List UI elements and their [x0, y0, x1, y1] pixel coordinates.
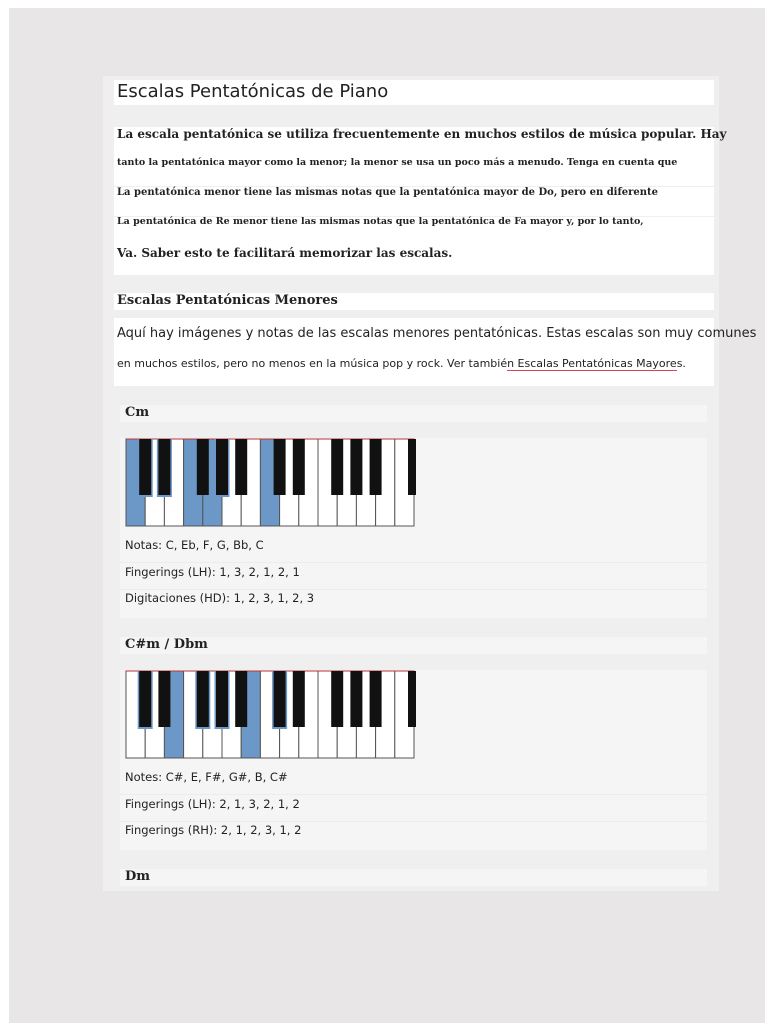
black-key	[370, 439, 382, 495]
black-key	[139, 671, 151, 727]
black-key	[408, 671, 416, 727]
black-key	[350, 671, 362, 727]
description-line: Aquí hay imágenes y notas de las escalas menores pentatónicas. Estas escalas son muy comunes	[117, 326, 757, 341]
scale-name: Dm	[125, 869, 151, 884]
black-key	[197, 671, 209, 727]
row-divider	[120, 794, 707, 795]
black-key	[139, 439, 151, 495]
scale-header	[120, 869, 707, 886]
scale-fingering-rh: Digitaciones (HD): 1, 2, 3, 1, 2, 3	[125, 591, 315, 605]
black-key	[293, 671, 305, 727]
scale-name: Cm	[125, 405, 150, 420]
piano-keyboard-diagram	[125, 438, 416, 527]
description-line	[117, 357, 686, 370]
scale-header	[120, 637, 707, 654]
black-key	[158, 439, 170, 495]
black-key	[350, 439, 362, 495]
major-scales-link[interactable]: n Escalas Pentatónicas Mayore	[507, 357, 677, 370]
black-key	[158, 671, 170, 727]
scale-header	[120, 405, 707, 422]
scale-fingering-lh: Fingerings (LH): 1, 3, 2, 1, 2, 1	[125, 565, 300, 579]
scale-card	[120, 438, 707, 618]
black-key	[216, 439, 228, 495]
intro-line: Va. Saber esto te facilitará memorizar las escalas.	[117, 246, 453, 260]
intro-line: tanto la pentatónica mayor como la menor; la menor se usa un poco más a menudo. Tenga en cuenta que	[117, 157, 678, 168]
black-key	[370, 671, 382, 727]
scale-notes: Notes: C#, E, F#, G#, B, C#	[125, 770, 288, 784]
black-key	[216, 671, 228, 727]
intro-line: La pentatónica de Re menor tiene las mismas notas que la pentatónica de Fa mayor y, por lo tanto,	[117, 216, 644, 227]
black-key	[331, 439, 343, 495]
black-key	[235, 671, 247, 727]
black-key	[197, 439, 209, 495]
black-key	[274, 671, 286, 727]
page-title: Escalas Pentatónicas de Piano	[117, 81, 389, 102]
black-key	[408, 439, 416, 495]
intro-line: La escala pentatónica se utiliza frecuentemente en muchos estilos de música popular. Hay	[117, 127, 727, 141]
row-divider	[120, 589, 707, 590]
intro-line: La pentatónica menor tiene las mismas notas que la pentatónica mayor de Do, pero en diferente	[117, 187, 659, 198]
scale-name: C#m / Dbm	[125, 637, 208, 652]
scale-notes: Notas: C, Eb, F, G, Bb, C	[125, 538, 264, 552]
description-text: en muchos estilos, pero no menos en la música pop y rock. Ver tambié	[117, 357, 508, 370]
description-text: s.	[676, 357, 686, 370]
row-divider	[120, 821, 707, 822]
black-key	[331, 671, 343, 727]
row-divider	[120, 562, 707, 563]
black-key	[274, 439, 286, 495]
black-key	[235, 439, 247, 495]
piano-keyboard-diagram	[125, 670, 416, 759]
section-title: Escalas Pentatónicas Menores	[117, 293, 338, 308]
scale-fingering-lh: Fingerings (LH): 2, 1, 3, 2, 1, 2	[125, 797, 300, 811]
scale-fingering-rh: Fingerings (RH): 2, 1, 2, 3, 1, 2	[125, 823, 302, 837]
black-key	[293, 439, 305, 495]
scale-card	[120, 670, 707, 850]
